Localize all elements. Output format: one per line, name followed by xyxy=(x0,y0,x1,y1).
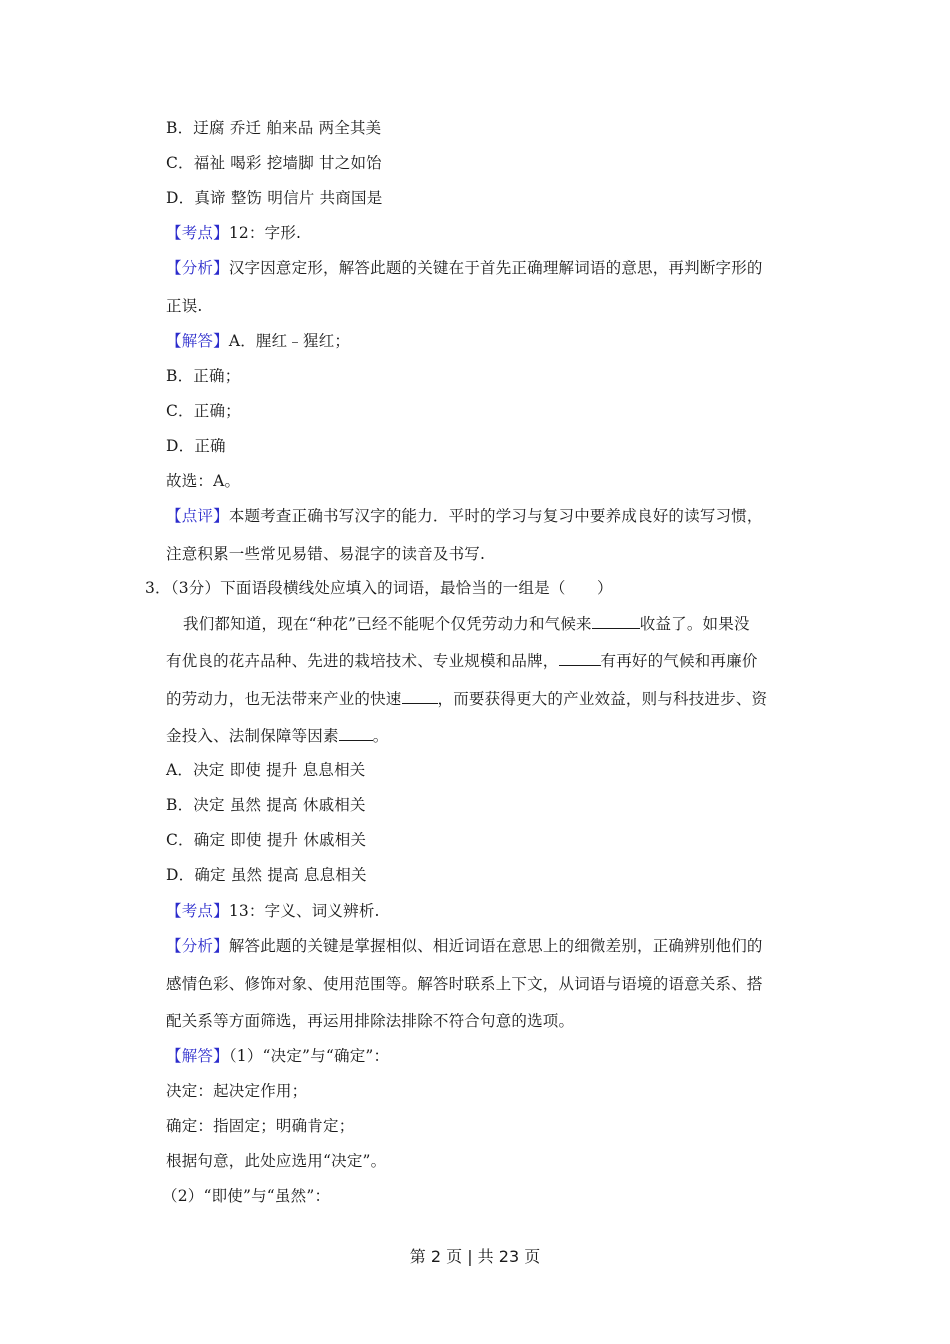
dianping-line-2: 注意积累一些常见易错、易混字的读音及书写. xyxy=(166,545,486,563)
jieda-tag: 【解答】 xyxy=(166,332,229,350)
blank-4 xyxy=(339,726,373,741)
passage-line-2: 有优良的花卉品种、先进的栽培技术、专业规模和品牌， 有再好的气候和再廉价 xyxy=(166,652,758,670)
kaodian-section: 【考点】13：字义、词义辨析. xyxy=(166,902,380,920)
fenxi-line-2: 感情色彩、修饰对象、使用范围等。解答时联系上下文，从词语与语境的语意关系、搭 xyxy=(166,975,763,993)
jieda-line: 根据句意，此处应选用“决定”。 xyxy=(166,1152,387,1170)
passage-line-3: 的劳动力，也无法带来产业的快速 ，而要获得更大的产业效益，则与科技进步、资 xyxy=(166,690,768,708)
jieda-section: 【解答】（1）“决定”与“确定”： xyxy=(166,1047,390,1065)
jieda-line: 决定：起决定作用； xyxy=(166,1082,308,1100)
page-footer: 第 2 页 | 共 23 页 xyxy=(409,1247,541,1266)
jieda-line: C．正确； xyxy=(166,402,241,420)
passage-line-4: 金投入、法制保障等因素 。 xyxy=(166,727,389,745)
fenxi-tag: 【分析】 xyxy=(166,937,229,955)
option-c: C．确定 即使 提升 休戚相关 xyxy=(166,831,367,849)
kaodian-tag: 【考点】 xyxy=(166,224,229,242)
option-b: B．决定 虽然 提高 休戚相关 xyxy=(166,796,366,814)
jieda-answer: 故选：A。 xyxy=(166,472,241,490)
dianping-section: 【点评】本题考查正确书写汉字的能力．平时的学习与复习中要养成良好的读写习惯， xyxy=(166,507,763,525)
dianping-tag: 【点评】 xyxy=(166,507,229,525)
option-a: A．决定 即使 提升 息息相关 xyxy=(166,761,366,779)
blank-3 xyxy=(402,689,438,704)
option-c: C．福祉 喝彩 挖墙脚 甘之如饴 xyxy=(166,154,382,172)
jieda-line: 确定：指固定；明确肯定； xyxy=(166,1117,355,1135)
jieda-line: （2）“即使”与“虽然”： xyxy=(162,1187,331,1205)
jieda-line: B．正确； xyxy=(166,367,241,385)
question-3-stem: 3．（3分）下面语段横线处应填入的词语，最恰当的一组是（ ） xyxy=(145,579,613,597)
kaodian-section: 【考点】12：字形. xyxy=(166,224,302,242)
kaodian-tag: 【考点】 xyxy=(166,902,229,920)
fenxi-section: 【分析】汉字因意定形，解答此题的关键在于首先正确理解词语的意思，再判断字形的 xyxy=(166,259,763,277)
jieda-line: D．正确 xyxy=(166,437,226,455)
blank-2 xyxy=(559,651,601,666)
fenxi-section: 【分析】解答此题的关键是掌握相似、相近词语在意思上的细微差别，正确辨别他们的 xyxy=(166,937,763,955)
jieda-section: 【解答】A．腥红﹣猩红； xyxy=(166,332,351,350)
fenxi-tag: 【分析】 xyxy=(166,259,229,277)
fenxi-line-2: 正误. xyxy=(166,297,203,315)
option-b: B．迂腐 乔迁 舶来品 两全其美 xyxy=(166,119,382,137)
jieda-tag: 【解答】 xyxy=(166,1047,229,1065)
option-d: D．真谛 整饬 明信片 共商国是 xyxy=(166,189,383,207)
fenxi-line-3: 配关系等方面筛选，再运用排除法排除不符合句意的选项。 xyxy=(166,1012,575,1030)
passage-line-1: 我们都知道，现在“种花”已经不能呢个仅凭劳动力和气候来 收益了。如果没 xyxy=(183,615,750,633)
option-d: D．确定 虽然 提高 息息相关 xyxy=(166,866,367,884)
blank-1 xyxy=(592,614,640,629)
